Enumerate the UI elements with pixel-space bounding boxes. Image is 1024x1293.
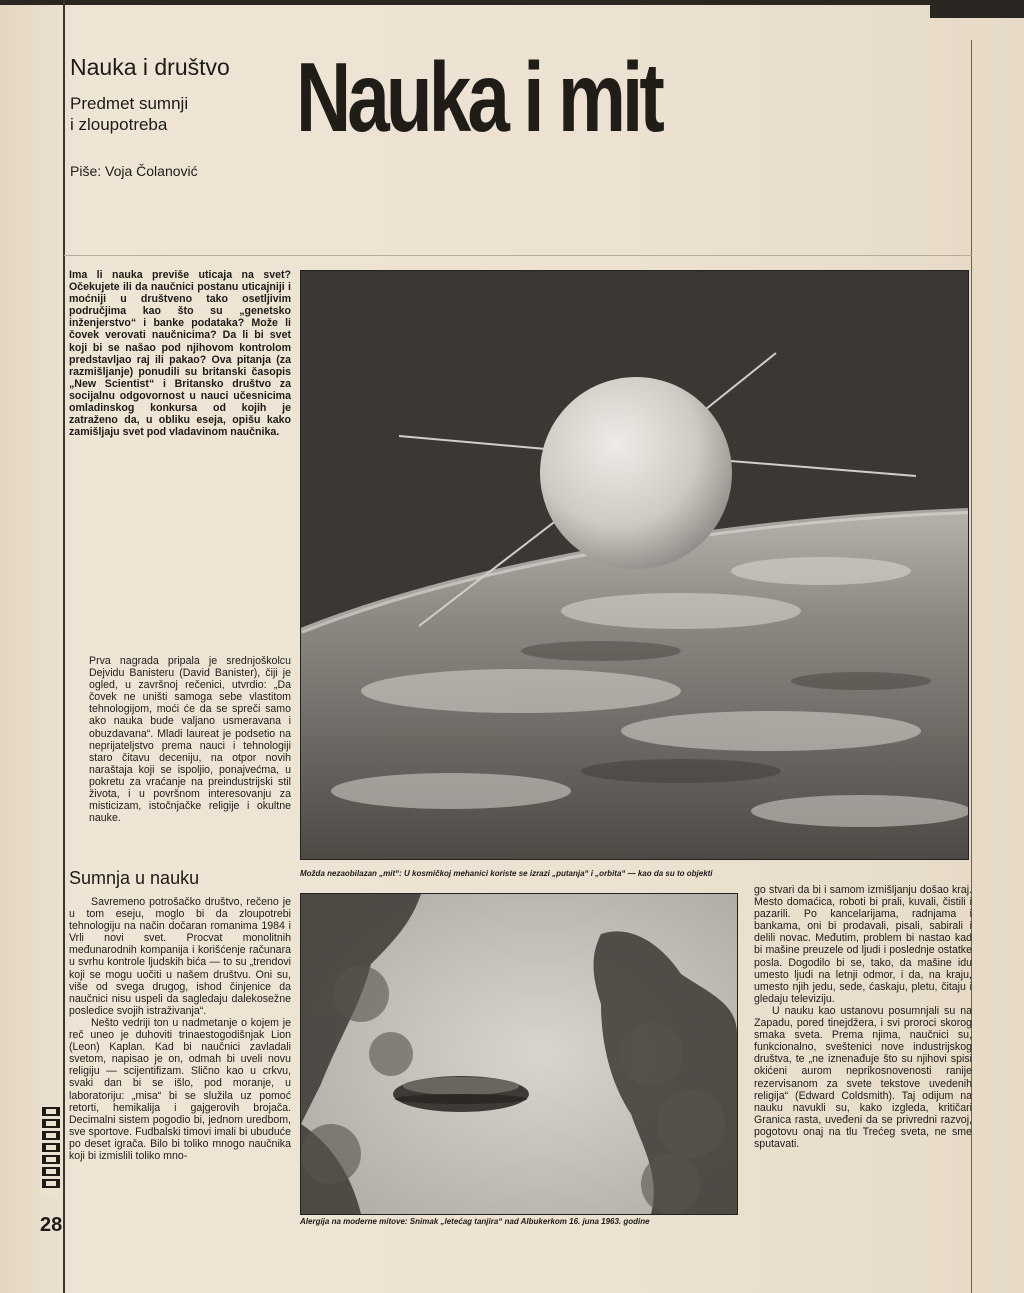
satellite-illustration xyxy=(301,271,968,859)
ufo-photo-caption: Alergija na moderne mitove: Snimak „letećag tanjira“ nad Albukerkom 16. juna 1963. godine xyxy=(300,1217,650,1226)
left-margin-rule xyxy=(63,0,65,1293)
body-paragraph-3: Nešto vedriji ton u nadmetanje o kojem je reč uneo je duhoviti trinaestogodišnjak Lion (Leon) Kaplan. Kad bi naučnici zavladali svetom, napisao je on, odmah bi uveli novu religiju — scijentifizam. Slično kao u crkvu, svaki dan bi se išlo, pod moranje, u laboratoriju: „misa“ bi se služila uz pomoć retorti, hemikalija i gajgerovih brojača. Decimalni sistem pogodio bi, jednom uredbom, sve sportove. Fudbalski timovi imali bi ubuduće po deset igrača. Bilo bi toliko mnogo naučnika koji bi izmislili toliko mno- xyxy=(69,1016,291,1162)
top-border xyxy=(0,0,1024,5)
ufo-illustration xyxy=(301,894,737,1214)
body-paragraph-4: go stvari da bi i samom izmišljanju došao kraj. Mesto domaćica, roboti bi prali, kuvali, čistili i pazarili. Po kancelarijama, radnjama i bankama, oni bi prodavali, pisali, sabirali i delili novac. Međutim, problem bi nastao kad bi mašine preuzele od ljudi i poslednje ostatke posla. Dogodilo bi se, tako, da mašine idu umesto ljudi na letnji odmor, i da, na kraju, umesto njih jedu, sede, ćaskaju, pletu, čitaju i gledaju televiziju. xyxy=(754,884,972,1005)
ufo-photo xyxy=(300,893,738,1215)
satellite-photo-caption: Možda nezaobilazan „mit“: U kosmičkoj mehanici koriste se izrazi „putanja“ i „orbita“ — kao da su to objekti xyxy=(300,869,713,878)
body-paragraph-2: Savremeno potrošačko društvo, rečeno je u tom eseju, moglo bi da zloupotrebi tehnologiju na način dočaran romanima 1984 i Vrli novi svet. Procvat monolitnih međunarodnih kompanija i korišćenje računara u svrhu kontrole ljudskih bića — to su „trendovi koji se mogu uočiti u našem društvu. Oni su, više od svega drugog, ishod činjenice da naučnici nisu uspeli da sagledaju dalekosežne posledice svojih istraživanja“. xyxy=(69,896,291,1017)
top-corner-mark xyxy=(930,0,1024,18)
column-1-body xyxy=(69,896,291,1162)
magazine-logo xyxy=(40,1105,62,1197)
subtitle-line-2: i zloupotreba xyxy=(70,115,168,134)
section-title: Nauka i društvo xyxy=(70,54,230,80)
satellite-photo xyxy=(300,270,969,860)
body-paragraph-1: Prva nagrada pripala je srednjoškolcu Dejvidu Banisteru (David Banister), čiji je ogled, u završnoj rečenici, utvrdio: „Da čovek ne uništi samoga sebe vlastitom tehnologijom, moći će da se spreči samo ako nauka bude valjano usmeravana i obuzdavana“. Mladi laureat je podsetio na neprijateljstvo prema nauci i tehnologiji staro čitavu deceniju, na otpor novih naraštaja koji se ispoljio, ponajvećma, u pokretu za vraćanje na preindustrijski stil života, i u površnom interesovanju za misticizam, istočnjačke religije i okultne nauke. xyxy=(89,655,291,825)
body-paragraph-5: U nauku kao ustanovu posumnjali su na Zapadu, pored tinejdžera, i svi proroci skorog smaka sveta. Prema njima, naučnici su, funkcionalno, sveštenici nove industrijskog društva, te „ne iznenađuje što su njihovi spisi okićeni aurom neprikosnovenosti ranije rezervisanom za svete tekstove uvedenih religija“ (Edward Coldsmith). Taj odijum na nauku navukli su, kako izgleda, kritičari Granica rasta, uveđeni da se privredni razvoj, pogotovu onaj na tlu Trećeg sveta, ne sme sputavati. xyxy=(754,1004,972,1150)
page-number: 28 xyxy=(40,1214,63,1236)
subheading-sumnja: Sumnja u nauku xyxy=(69,868,200,888)
article-subtitle xyxy=(70,93,240,135)
lead-paragraph: Ima li nauka previše uticaja na svet? Očekujete ili da naučnici postanu uticajniji i moćniji u društveno tako osetljivim područjima kao što su „genetsko inženjerstvo“ i banke podataka? Može li čovek verovati naučnicima? Da li bi svet koji bi se našao pod njihovom kontrolom predstavljao raj ili pakao? Ova pitanja (za razmišljanje) ponudili su britanski časopis „New Scientist“ i Britansko društvo za socijalnu odgovornost u nauci učesnicima omladinskog konkursa od kojih je zatraženo da, u obliku eseja, opišu kako zamišljaju svet pod vladavinom naučnika. xyxy=(69,269,291,439)
subtitle-line-1: Predmet sumnji xyxy=(70,94,189,113)
header-divider xyxy=(64,255,972,256)
column-3-body xyxy=(754,884,972,1150)
byline: Piše: Voja Čolanović xyxy=(70,163,198,179)
headline: Nauka i mit xyxy=(296,42,661,152)
